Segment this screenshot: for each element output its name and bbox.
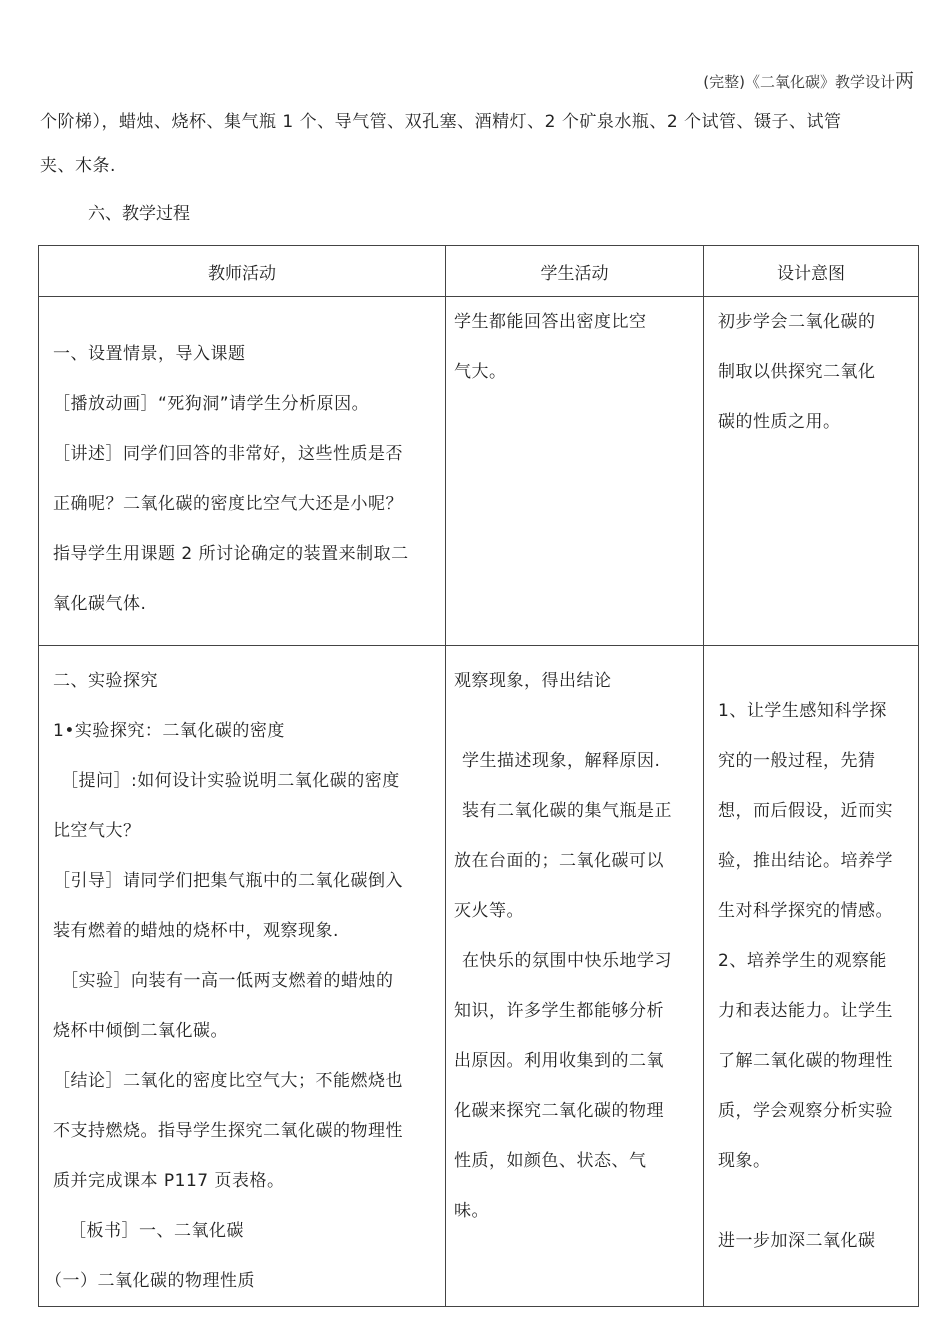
student-line: 学生都能回答出密度比空 [454,312,647,332]
teacher-line: 指导学生用课题 2 所讨论确定的装置来制取二 [53,544,409,564]
header-design-intent: 设计意图 [704,246,919,297]
design-line: 进一步加深二氧化碳 [718,1231,876,1251]
header-title: (完整)《二氧化碳》教学设计 [703,73,895,91]
design-line: 碳的性质之用。 [718,412,841,432]
design-intent-cell [704,646,919,1307]
header-suffix: 两 [894,70,914,92]
design-line: 力和表达能力。让学生 [718,1001,893,1021]
table-row [39,297,919,646]
student-line: 气大。 [454,362,507,382]
intro-paragraph [40,100,920,188]
design-line: 2、培养学生的观察能 [718,951,887,971]
student-activity-cell [446,646,704,1307]
table-header-row [39,246,919,297]
student-line: 知识，许多学生都能够分析 [454,1001,664,1021]
teaching-process-table [38,245,919,1307]
table-row [39,646,919,1307]
design-line: 现象。 [718,1151,771,1171]
student-activity-cell [446,297,704,646]
student-line: 灭火等。 [454,901,524,921]
intro-line: 夹、木条. [40,156,116,176]
design-line: 究的一般过程，先猜 [718,751,876,771]
design-line: 验，推出结论。培养学 [718,851,893,871]
teacher-line: ［结论］二氧化的密度比空气大；不能燃烧也 [53,1071,403,1091]
design-line: 1、让学生感知科学探 [718,701,887,721]
student-line: 性质，如颜色、状态、气 [454,1151,647,1171]
student-line: 放在台面的；二氧化碳可以 [454,851,664,871]
section-title: 六、教学过程 [88,204,190,224]
teacher-line: ［提问］:如何设计实验说明二氧化碳的密度 [61,771,400,791]
design-line: 初步学会二氧化碳的 [718,312,876,332]
teacher-line: （一）二氧化碳的物理性质 [45,1271,255,1291]
teacher-line: 质并完成课本 P117 页表格。 [53,1171,285,1191]
design-line: 质，学会观察分析实验 [718,1101,893,1121]
design-line: 制取以供探究二氧化 [718,362,876,382]
student-line: 学生描述现象，解释原因. [462,751,661,771]
header-student-activity: 学生活动 [446,246,704,297]
design-line: 了解二氧化碳的物理性 [718,1051,893,1071]
student-line: 在快乐的氛围中快乐地学习 [462,951,672,971]
teacher-line: 正确呢？二氧化碳的密度比空气大还是小呢？ [53,494,403,514]
teacher-line: ［引导］请同学们把集气瓶中的二氧化碳倒入 [53,871,403,891]
student-line: 出原因。利用收集到的二氧 [454,1051,664,1071]
teacher-line: ［播放动画］“死狗洞”请学生分析原因。 [53,394,370,414]
student-line: 装有二氧化碳的集气瓶是正 [462,801,672,821]
student-line: 味。 [454,1201,489,1221]
teacher-line: 装有燃着的蜡烛的烧杯中，观察现象. [53,921,339,941]
header-teacher-activity: 教师活动 [39,246,446,297]
teacher-line: ［板书］一、二氧化碳 [69,1221,244,1241]
teacher-line: 1•实验探究：二氧化碳的密度 [53,721,285,741]
teacher-line: 比空气大？ [53,821,141,841]
teacher-line: 一、设置情景，导入课题 [53,344,246,364]
teacher-line: 烧杯中倾倒二氧化碳。 [53,1021,228,1041]
teacher-line: 二、实验探究 [53,671,158,691]
teacher-line: ［讲述］同学们回答的非常好，这些性质是否 [53,444,403,464]
teacher-line: 不支持燃烧。指导学生探究二氧化碳的物理性 [53,1121,403,1141]
design-line: 生对科学探究的情感。 [718,901,893,921]
teacher-activity-cell [39,646,446,1307]
student-line: 化碳来探究二氧化碳的物理 [454,1101,664,1121]
student-line: 观察现象，得出结论 [454,671,612,691]
design-intent-cell [704,297,919,646]
intro-line: 个阶梯），蜡烛、烧杯、集气瓶 1 个、导气管、双孔塞、酒精灯、2 个矿泉水瓶、2 个试管、镊子、试管 [40,112,842,132]
teacher-line: 氧化碳气体. [53,594,147,614]
design-line: 想，而后假设，近而实 [718,801,893,821]
teacher-line: ［实验］向装有一高一低两支燃着的蜡烛的 [61,971,394,991]
teacher-activity-cell [39,297,446,646]
page-header [703,66,914,93]
